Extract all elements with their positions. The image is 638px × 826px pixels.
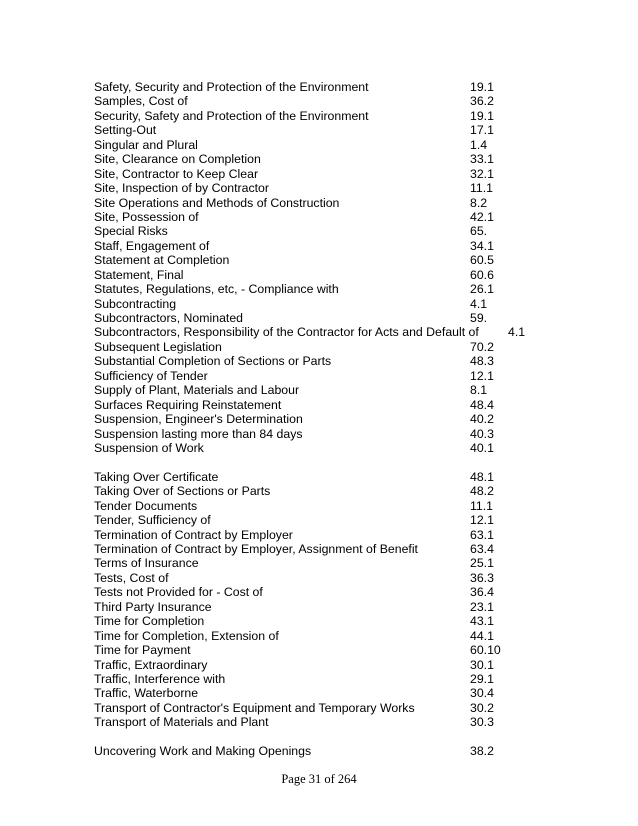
section-gap — [94, 455, 614, 469]
index-entry — [94, 585, 614, 599]
index-term: Site, Contractor to Keep Clear — [94, 166, 259, 181]
index-entry — [94, 513, 614, 527]
index-entry — [94, 528, 614, 542]
index-term: Security, Safety and Protection of the Environment — [94, 108, 369, 123]
clause-reference: 26.1 — [470, 282, 494, 297]
index-entry — [94, 123, 614, 137]
index-term: Subcontractors, Nominated — [94, 311, 244, 325]
index-term: Setting-Out — [94, 123, 157, 138]
index-term: Terms of Insurance — [94, 556, 199, 571]
index-term: Subcontracting — [94, 296, 177, 311]
index-term: Taking Over Certificate — [94, 469, 219, 484]
clause-reference: 70.2 — [470, 339, 494, 354]
index-term: Substantial Completion of Sections or Parts — [94, 354, 332, 369]
index-entry — [94, 354, 614, 368]
index-entry — [94, 427, 614, 441]
index-term: Statement, Final — [94, 267, 184, 282]
index-entry — [94, 398, 614, 412]
clause-reference: 34.1 — [470, 238, 494, 253]
index-term: Suspension lasting more than 84 days — [94, 426, 303, 441]
index-entry — [94, 441, 614, 455]
index-entry — [94, 600, 614, 614]
clause-reference: 40.3 — [470, 426, 494, 441]
index-entry — [94, 152, 614, 166]
clause-reference: 38.2 — [470, 744, 494, 759]
index-entry — [94, 196, 614, 210]
index-term: Traffic, Extraordinary — [94, 657, 208, 672]
index-entry — [94, 658, 614, 672]
index-term: Subsequent Legislation — [94, 339, 222, 354]
index-entry — [94, 297, 614, 311]
clause-reference: 60.5 — [470, 253, 494, 268]
clause-reference: 11.1 — [470, 498, 494, 513]
clause-reference: 25.1 — [470, 556, 494, 571]
clause-reference: 4.1 — [508, 325, 526, 340]
index-entry — [94, 470, 614, 484]
clause-reference: 63.1 — [470, 527, 494, 542]
index-term: Tests not Provided for - Cost of — [94, 585, 263, 600]
index-entry — [94, 412, 614, 426]
index-entry — [94, 672, 614, 686]
clause-reference: 23.1 — [470, 599, 494, 614]
index-entry — [94, 325, 614, 339]
clause-reference: 33.1 — [470, 152, 494, 167]
index-entry — [94, 484, 614, 498]
clause-reference: 29.1 — [470, 671, 494, 686]
index-term: Singular and Plural — [94, 137, 198, 152]
index-entry — [94, 210, 614, 224]
index-term: Time for Payment — [94, 643, 191, 658]
index-term: Time for Completion — [94, 614, 205, 629]
clause-reference: 19.1 — [470, 80, 494, 94]
index-term: Termination of Contract by Employer, Assignment of Benefit — [94, 542, 418, 556]
index-term: Uncovering Work and Making Openings — [94, 744, 312, 759]
index-entry — [94, 138, 614, 152]
index-entry — [94, 643, 614, 657]
index-term: Site, Inspection of by Contractor — [94, 181, 269, 196]
index-entry — [94, 383, 614, 397]
clause-reference: 30.4 — [470, 686, 494, 701]
clause-reference: 36.4 — [470, 585, 494, 600]
index-term: Special Risks — [94, 224, 168, 239]
clause-reference: 17.1 — [470, 123, 494, 138]
clause-reference: 32.1 — [470, 166, 494, 181]
index-entry — [94, 369, 614, 383]
clause-reference: 36.3 — [470, 570, 494, 585]
clause-reference: 43.1 — [470, 614, 494, 629]
clause-reference: 8.2 — [470, 195, 488, 210]
index-term: Supply of Plant, Materials and Labour — [94, 383, 300, 398]
clause-reference: 40.1 — [470, 440, 494, 455]
index-entry — [94, 629, 614, 643]
index-term: Statement at Completion — [94, 253, 230, 268]
index-term: Site, Clearance on Completion — [94, 152, 261, 167]
index-term: Termination of Contract by Employer — [94, 527, 293, 542]
index-entry — [94, 701, 614, 715]
index-term: Subcontractors, Responsibility of the Contractor for Acts and Default of — [94, 325, 479, 340]
clause-reference: 11.1 — [470, 181, 494, 196]
index-term: Site, Possession of — [94, 209, 199, 224]
clause-reference: 12.1 — [470, 368, 494, 383]
index-entry — [94, 715, 614, 729]
section-gap — [94, 730, 614, 744]
index-term: Safety, Security and Protection of the Environment — [94, 80, 369, 94]
index-entry — [94, 268, 614, 282]
index-entry — [94, 80, 614, 94]
index-entry — [94, 614, 614, 628]
index-entry — [94, 239, 614, 253]
index-term: Time for Completion, Extension of — [94, 628, 279, 643]
index-term: Transport of Materials and Plant — [94, 715, 269, 730]
clause-reference: 48.3 — [470, 354, 494, 369]
clause-reference: 60.10 — [470, 643, 501, 658]
index-term: Traffic, Waterborne — [94, 686, 199, 701]
index-term: Suspension, Engineer's Determination — [94, 412, 303, 427]
index-entry — [94, 224, 614, 238]
clause-reference: 44.1 — [470, 628, 494, 643]
index-entry — [94, 181, 614, 195]
clause-reference: 36.2 — [470, 94, 494, 109]
clause-reference: 30.2 — [470, 700, 494, 715]
index-entry — [94, 744, 614, 758]
clause-reference: 48.2 — [470, 484, 494, 499]
index-term: Suspension of Work — [94, 440, 204, 455]
index-entry — [94, 311, 614, 325]
index-term: Samples, Cost of — [94, 94, 188, 109]
index-term: Traffic, Interference with — [94, 671, 226, 686]
index-entry — [94, 109, 614, 123]
index-entry — [94, 571, 614, 585]
clause-reference: 19.1 — [470, 108, 494, 123]
clause-reference: 12.1 — [470, 513, 494, 528]
index-term: Tender Documents — [94, 498, 198, 513]
index-term: Tests, Cost of — [94, 570, 169, 585]
clause-reference: 48.4 — [470, 397, 494, 412]
index-entry — [94, 686, 614, 700]
clause-reference: 65. — [470, 224, 488, 239]
index-entry — [94, 282, 614, 296]
index-entry — [94, 542, 614, 556]
clause-reference: 42.1 — [470, 209, 494, 224]
clause-reference: 40.2 — [470, 412, 494, 427]
clause-reference: 8.1 — [470, 383, 488, 398]
clause-reference: 48.1 — [470, 469, 494, 484]
index-entry — [94, 340, 614, 354]
index-term: Tender, Sufficiency of — [94, 513, 211, 528]
index-entry — [94, 94, 614, 108]
index-entry — [94, 556, 614, 570]
index-entry — [94, 499, 614, 513]
index-term: Transport of Contractor's Equipment and Temporary Works — [94, 700, 415, 715]
page-footer: Page 31 of 264 — [281, 772, 357, 786]
clause-reference: 60.6 — [470, 267, 494, 282]
clause-reference: 1.4 — [470, 137, 488, 152]
index-term: Statutes, Regulations, etc, - Compliance with — [94, 282, 339, 297]
clause-reference: 30.1 — [470, 657, 494, 672]
index-term: Site Operations and Methods of Construction — [94, 195, 340, 210]
index-term: Surfaces Requiring Reinstatement — [94, 397, 282, 412]
clause-reference: 4.1 — [470, 296, 488, 311]
clause-reference: 30.3 — [470, 715, 494, 730]
index-entry — [94, 167, 614, 181]
index-term: Taking Over of Sections or Parts — [94, 484, 271, 499]
clause-reference: 63.4 — [470, 542, 494, 556]
index-list — [94, 80, 614, 759]
index-term: Sufficiency of Tender — [94, 368, 208, 383]
index-term: Third Party Insurance — [94, 599, 212, 614]
index-entry — [94, 253, 614, 267]
clause-reference: 59. — [470, 311, 488, 325]
index-term: Staff, Engagement of — [94, 238, 210, 253]
